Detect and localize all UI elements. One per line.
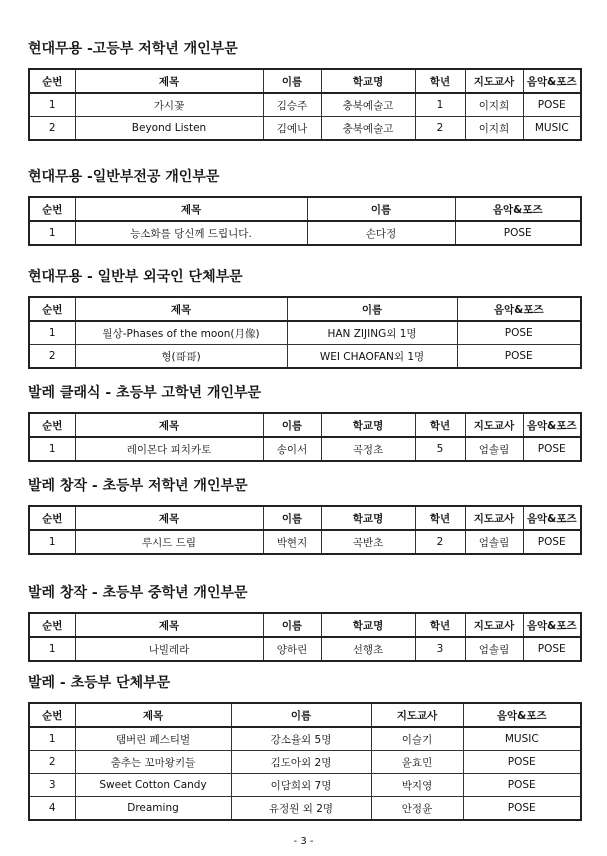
col-header: 음악&포즈 xyxy=(457,297,581,321)
cell: 엄솔림 xyxy=(465,530,523,554)
cell: 2 xyxy=(29,117,75,141)
table-row xyxy=(29,797,581,821)
cell: Dreaming xyxy=(75,797,231,821)
cell: 월상-Phases of the moon(月像) xyxy=(75,321,287,345)
cell: Beyond Listen xyxy=(75,117,263,141)
cell: 2 xyxy=(415,117,465,141)
col-header: 지도교사 xyxy=(465,69,523,93)
col-header: 순번 xyxy=(29,613,75,637)
table-header-row xyxy=(29,613,581,637)
section-title: 발레 창작 - 초등부 저학년 개인부문 xyxy=(28,478,248,494)
cell: 이지희 xyxy=(465,117,523,141)
col-header: 순번 xyxy=(29,703,75,727)
col-header: 이름 xyxy=(263,506,321,530)
col-header: 지도교사 xyxy=(465,506,523,530)
cell: 레이몬다 피치카토 xyxy=(75,437,263,461)
section-ballet-creative-middle xyxy=(28,584,580,662)
cell: 2 xyxy=(29,751,75,774)
results-table xyxy=(28,68,582,141)
results-table xyxy=(28,505,582,555)
cell: POSE xyxy=(455,221,581,245)
cell: 3 xyxy=(29,774,75,797)
cell: 손다정 xyxy=(307,221,455,245)
col-header: 순번 xyxy=(29,197,75,221)
results-table xyxy=(28,296,582,369)
col-header: 순번 xyxy=(29,297,75,321)
table-row xyxy=(29,751,581,774)
cell: 엄솔림 xyxy=(465,637,523,661)
col-header: 학교명 xyxy=(321,506,415,530)
cell: POSE xyxy=(523,437,581,461)
col-header: 음악&포즈 xyxy=(463,703,581,727)
cell: HAN ZIJING외 1명 xyxy=(287,321,457,345)
section-title: 현대무용 -일반부전공 개인부문 xyxy=(28,169,220,185)
col-header: 지도교사 xyxy=(371,703,463,727)
cell: 5 xyxy=(415,437,465,461)
section-title: 현대무용 - 일반부 외국인 단체부문 xyxy=(28,269,243,285)
section-ballet-elementary-group xyxy=(28,674,580,821)
cell: 강소율외 5명 xyxy=(231,727,371,751)
cell: 1 xyxy=(29,727,75,751)
section-hs-lower-modern xyxy=(28,40,580,141)
col-header: 이름 xyxy=(263,413,321,437)
cell: 가시꽃 xyxy=(75,93,263,117)
cell: POSE xyxy=(523,530,581,554)
col-header: 음악&포즈 xyxy=(523,69,581,93)
cell: POSE xyxy=(457,345,581,369)
cell: POSE xyxy=(463,774,581,797)
col-header: 음악&포즈 xyxy=(455,197,581,221)
results-table xyxy=(28,196,582,246)
cell: 김예나 xyxy=(263,117,321,141)
col-header: 이름 xyxy=(287,297,457,321)
cell: 탬버린 페스티벌 xyxy=(75,727,231,751)
section-general-foreign-group xyxy=(28,268,580,369)
cell: 김도아외 2명 xyxy=(231,751,371,774)
cell: POSE xyxy=(463,797,581,821)
table-row xyxy=(29,530,581,554)
col-header: 학년 xyxy=(415,506,465,530)
col-header: 음악&포즈 xyxy=(523,613,581,637)
col-header: 순번 xyxy=(29,506,75,530)
cell: POSE xyxy=(523,93,581,117)
col-header: 학교명 xyxy=(321,613,415,637)
cell: 충북예술고 xyxy=(321,117,415,141)
col-header: 이름 xyxy=(263,613,321,637)
cell: 곡정초 xyxy=(321,437,415,461)
cell: 1 xyxy=(29,321,75,345)
col-header: 제목 xyxy=(75,703,231,727)
cell: Sweet Cotton Candy xyxy=(75,774,231,797)
table-row xyxy=(29,437,581,461)
cell: 충북예술고 xyxy=(321,93,415,117)
cell: 박현지 xyxy=(263,530,321,554)
cell: 1 xyxy=(29,93,75,117)
table-row xyxy=(29,774,581,797)
cell: 형(哥哥) xyxy=(75,345,287,369)
col-header: 제목 xyxy=(75,69,263,93)
page-number: - 3 - xyxy=(293,836,314,847)
cell: 이지희 xyxy=(465,93,523,117)
results-table xyxy=(28,612,582,662)
cell: 유정원 외 2명 xyxy=(231,797,371,821)
cell: 엄솔림 xyxy=(465,437,523,461)
results-table xyxy=(28,702,582,821)
col-header: 학교명 xyxy=(321,69,415,93)
table-row xyxy=(29,93,581,117)
cell: 춤추는 꼬마왕키들 xyxy=(75,751,231,774)
cell: 1 xyxy=(415,93,465,117)
section-ballet-classic-upper xyxy=(28,384,580,462)
table-row xyxy=(29,637,581,661)
section-title: 발레 창작 - 초등부 중학년 개인부문 xyxy=(28,585,248,601)
cell: 이담희외 7명 xyxy=(231,774,371,797)
cell: 이슬기 xyxy=(371,727,463,751)
col-header: 학년 xyxy=(415,613,465,637)
col-header: 제목 xyxy=(75,413,263,437)
cell: POSE xyxy=(457,321,581,345)
cell: MUSIC xyxy=(463,727,581,751)
cell: 안정윤 xyxy=(371,797,463,821)
col-header: 제목 xyxy=(75,297,287,321)
cell: 3 xyxy=(415,637,465,661)
table-row xyxy=(29,345,581,369)
col-header: 음악&포즈 xyxy=(523,413,581,437)
col-header: 학년 xyxy=(415,69,465,93)
table-row xyxy=(29,727,581,751)
section-ballet-creative-lower xyxy=(28,477,580,555)
cell: POSE xyxy=(523,637,581,661)
cell: WEI CHAOFAN외 1명 xyxy=(287,345,457,369)
col-header: 제목 xyxy=(75,613,263,637)
col-header: 이름 xyxy=(263,69,321,93)
table-header-row xyxy=(29,297,581,321)
cell: 박지영 xyxy=(371,774,463,797)
section-title: 발레 - 초등부 단체부문 xyxy=(28,675,171,691)
col-header: 학교명 xyxy=(321,413,415,437)
col-header: 학년 xyxy=(415,413,465,437)
cell: 1 xyxy=(29,637,75,661)
cell: 능소화를 당신께 드립니다. xyxy=(75,221,307,245)
cell: 곡반초 xyxy=(321,530,415,554)
col-header: 제목 xyxy=(75,197,307,221)
cell: 양하린 xyxy=(263,637,321,661)
col-header: 지도교사 xyxy=(465,413,523,437)
cell: 2 xyxy=(415,530,465,554)
cell: MUSIC xyxy=(523,117,581,141)
cell: 1 xyxy=(29,530,75,554)
col-header: 이름 xyxy=(307,197,455,221)
cell: 선행초 xyxy=(321,637,415,661)
table-row xyxy=(29,321,581,345)
cell: 송이서 xyxy=(263,437,321,461)
section-title: 발레 클래식 - 초등부 고학년 개인부문 xyxy=(28,385,262,401)
table-row xyxy=(29,221,581,245)
section-general-major-modern xyxy=(28,168,580,246)
cell: 김승주 xyxy=(263,93,321,117)
col-header: 이름 xyxy=(231,703,371,727)
col-header: 음악&포즈 xyxy=(523,506,581,530)
cell: POSE xyxy=(463,751,581,774)
col-header: 제목 xyxy=(75,506,263,530)
cell: 1 xyxy=(29,221,75,245)
cell: 4 xyxy=(29,797,75,821)
cell: 윤효민 xyxy=(371,751,463,774)
table-header-row xyxy=(29,413,581,437)
cell: 1 xyxy=(29,437,75,461)
table-header-row xyxy=(29,69,581,93)
table-header-row xyxy=(29,703,581,727)
col-header: 지도교사 xyxy=(465,613,523,637)
table-row xyxy=(29,117,581,141)
cell: 루시드 드림 xyxy=(75,530,263,554)
table-header-row xyxy=(29,197,581,221)
results-table xyxy=(28,412,582,462)
col-header: 순번 xyxy=(29,69,75,93)
cell: 2 xyxy=(29,345,75,369)
section-title: 현대무용 -고등부 저학년 개인부문 xyxy=(28,41,238,57)
cell: 나빌레라 xyxy=(75,637,263,661)
col-header: 순번 xyxy=(29,413,75,437)
table-header-row xyxy=(29,506,581,530)
